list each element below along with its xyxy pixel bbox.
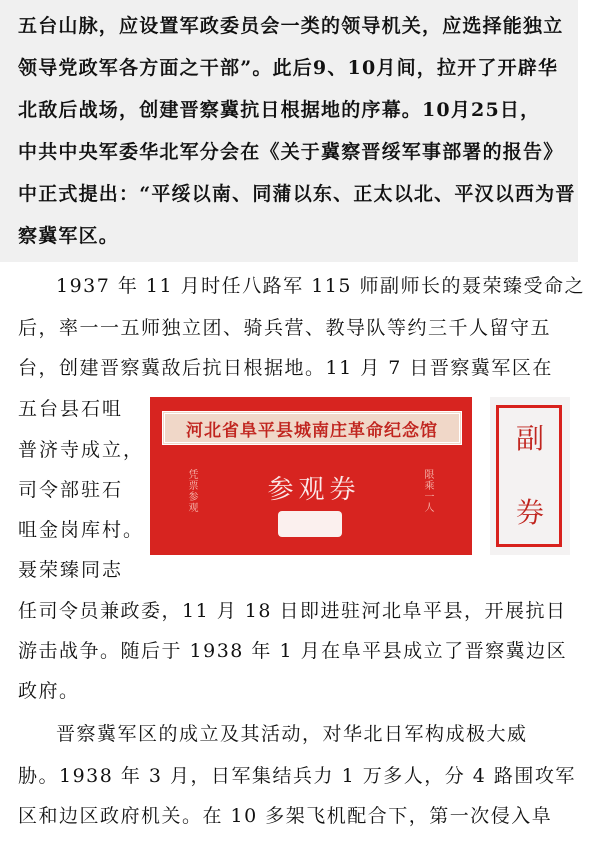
text-line: 领导党政军各方面之干部”。此后9、10月间，拉开了开辟华 [18, 57, 559, 79]
ticket-title: 参观券 [267, 475, 361, 505]
text-line: 晋察冀军区的成立及其活动，对华北日军构成极大威 [56, 723, 528, 745]
ticket-main-panel [150, 397, 472, 555]
ticket-right-vertical-text: 限乘一人 [422, 469, 433, 513]
text-line: 中正式提出：“平绥以南、同蒲以东、正太以北、平汉以西为晋 [18, 183, 576, 205]
ticket-left-vertical-text: 凭票参观 [186, 469, 197, 513]
ticket-number-box [278, 511, 342, 537]
text-line: 政府。 [18, 680, 80, 702]
ticket-perforation [472, 397, 490, 555]
text-line: 1937 年 11 月时任八路军 115 师副师长的聂荣臻受命之 [56, 275, 585, 297]
text-line: 台，创建晋察冀敌后抗日根据地。11 月 7 日晋察冀军区在 [18, 357, 553, 379]
text-line: 五台山脉，应设置军政委员会一类的领导机关，应选择能独立 [18, 15, 564, 37]
ticket-banner: 河北省阜平县城南庄革命纪念馆 [162, 411, 462, 445]
text-line: 五台县石咀 [18, 398, 124, 420]
text-line: 游击战争。随后于 1938 年 1 月在阜平县成立了晋察冀边区 [18, 640, 568, 662]
stub-char-bottom: 券 [515, 496, 544, 529]
admission-ticket-image [150, 397, 570, 555]
text-line: 中共中央军委华北军分会在《关于冀察晋绥军事部署的报告》 [18, 141, 564, 163]
text-line: 普济寺成立， [18, 439, 145, 461]
text-line: 任司令员兼政委，11 月 18 日即进驻河北阜平县，开展抗日 [18, 600, 567, 622]
text-line: 区和边区政府机关。在 10 多架飞机配合下，第一次侵入阜 [18, 805, 553, 827]
text-line: 胁。1938 年 3 月，日军集结兵力 1 万多人，分 4 路围攻军 [18, 765, 576, 787]
text-line: 司令部驻石 [18, 479, 124, 501]
text-line: 聂荣臻同志 [18, 559, 124, 581]
text-line: 察冀军区。 [18, 225, 120, 247]
text-line: 咀金岗库村。 [18, 519, 145, 541]
ticket-stub [490, 397, 570, 555]
text-line: 后，率一一五师独立团、骑兵营、教导队等约三千人留守五 [18, 317, 552, 339]
stub-char-top: 副 [515, 422, 544, 455]
text-line: 北敌后战场，创建晋察冀抗日根据地的序幕。10月25日， [18, 99, 541, 121]
